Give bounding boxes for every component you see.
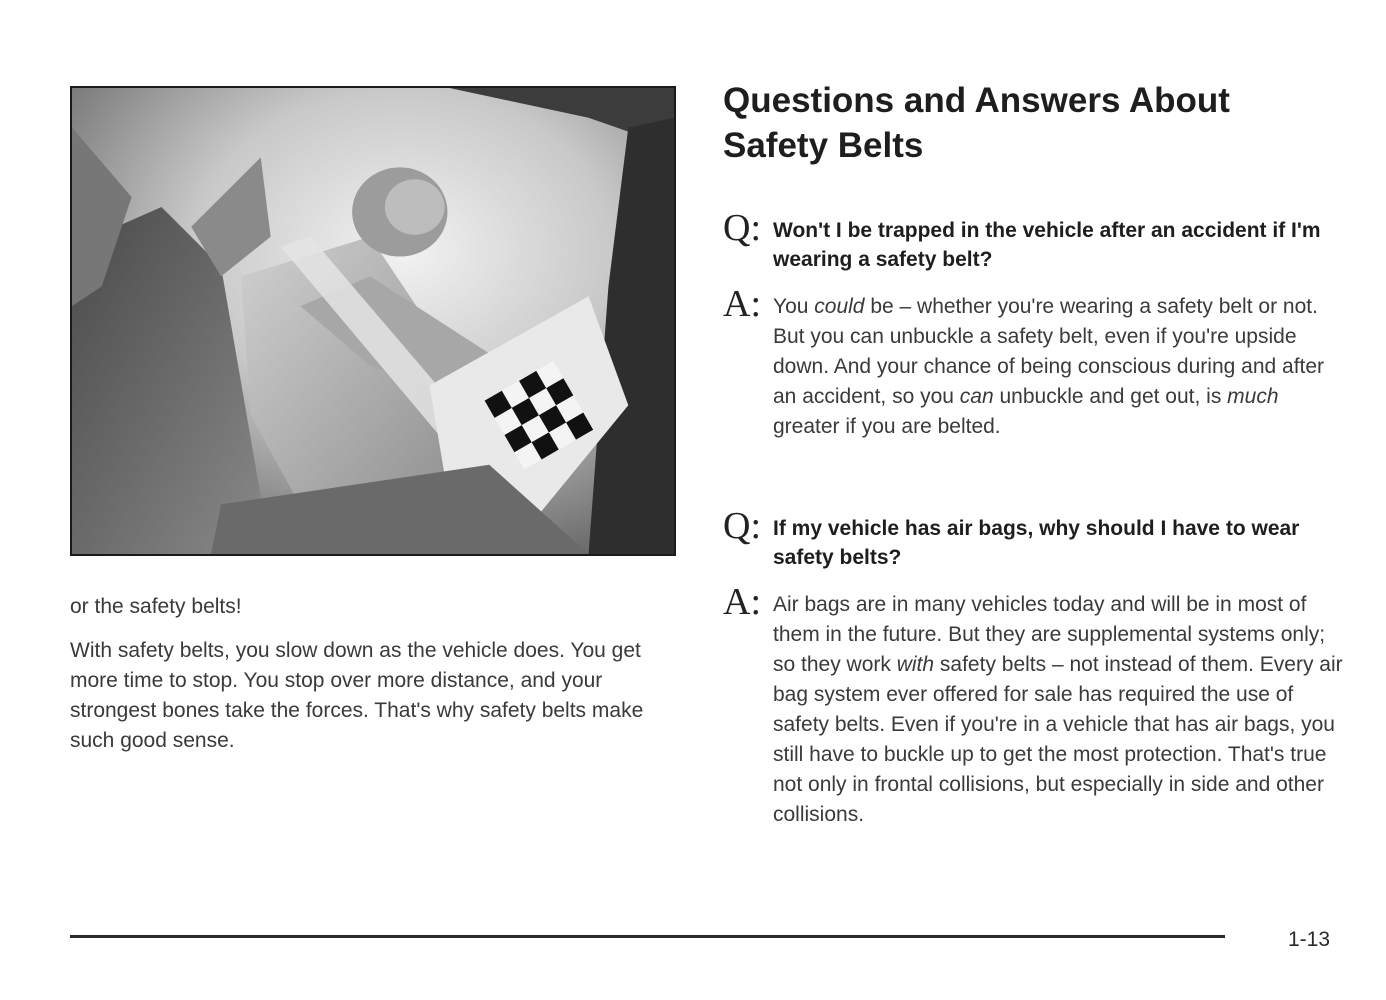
question-row: [723, 207, 1343, 274]
crash-test-photo: [70, 86, 676, 556]
question-marker: Q:: [723, 207, 761, 249]
heading-line-2: Safety Belts: [723, 126, 924, 165]
question-row: [723, 505, 1343, 572]
crash-test-dummy-airbag-photo: [72, 88, 674, 554]
qa-block-2: [723, 505, 1343, 830]
question-text: If my vehicle has air bags, why should I have to wear safety belts?: [773, 517, 1300, 569]
answer-text: You could be – whether you're wearing a safety belt or not. But you can unbuckle a safety belt, even if you're upside down. And your chance of being conscious during and after an accident, so you can unbuckle and get out, is much greater if you are belted.: [773, 295, 1325, 438]
answer-row: [723, 283, 1343, 442]
body-paragraph: With safety belts, you slow down as the vehicle does. You get more time to stop. You stop over more distance, and your strongest bones take the forces. That's why safety belts make such good sense.: [70, 639, 644, 752]
answer-row: [723, 581, 1343, 830]
left-column-text: [70, 592, 680, 770]
qa-block-1: [723, 207, 1343, 442]
question-marker: Q:: [723, 505, 761, 547]
section-heading: [723, 78, 1323, 168]
heading-line-1: Questions and Answers About: [723, 81, 1230, 120]
caption-tail: or the safety belts!: [70, 595, 242, 618]
question-text: Won't I be trapped in the vehicle after an accident if I'm wearing a safety belt?: [773, 219, 1321, 271]
answer-marker: A:: [723, 283, 761, 325]
page-number: 1-13: [1288, 928, 1331, 951]
footer-rule: [70, 935, 1225, 938]
answer-text: Air bags are in many vehicles today and will be in most of them in the future. But they are supplemental systems only; so they work with safety belts – not instead of them. Every air bag system ever offered for sale has required the use of safety belts. Even if you're in a vehicle that has air bags, you still have to buckle up to get the most protection. That's true not only in frontal collisions, but especially in side and other collisions.: [773, 593, 1343, 826]
answer-marker: A:: [723, 581, 761, 623]
